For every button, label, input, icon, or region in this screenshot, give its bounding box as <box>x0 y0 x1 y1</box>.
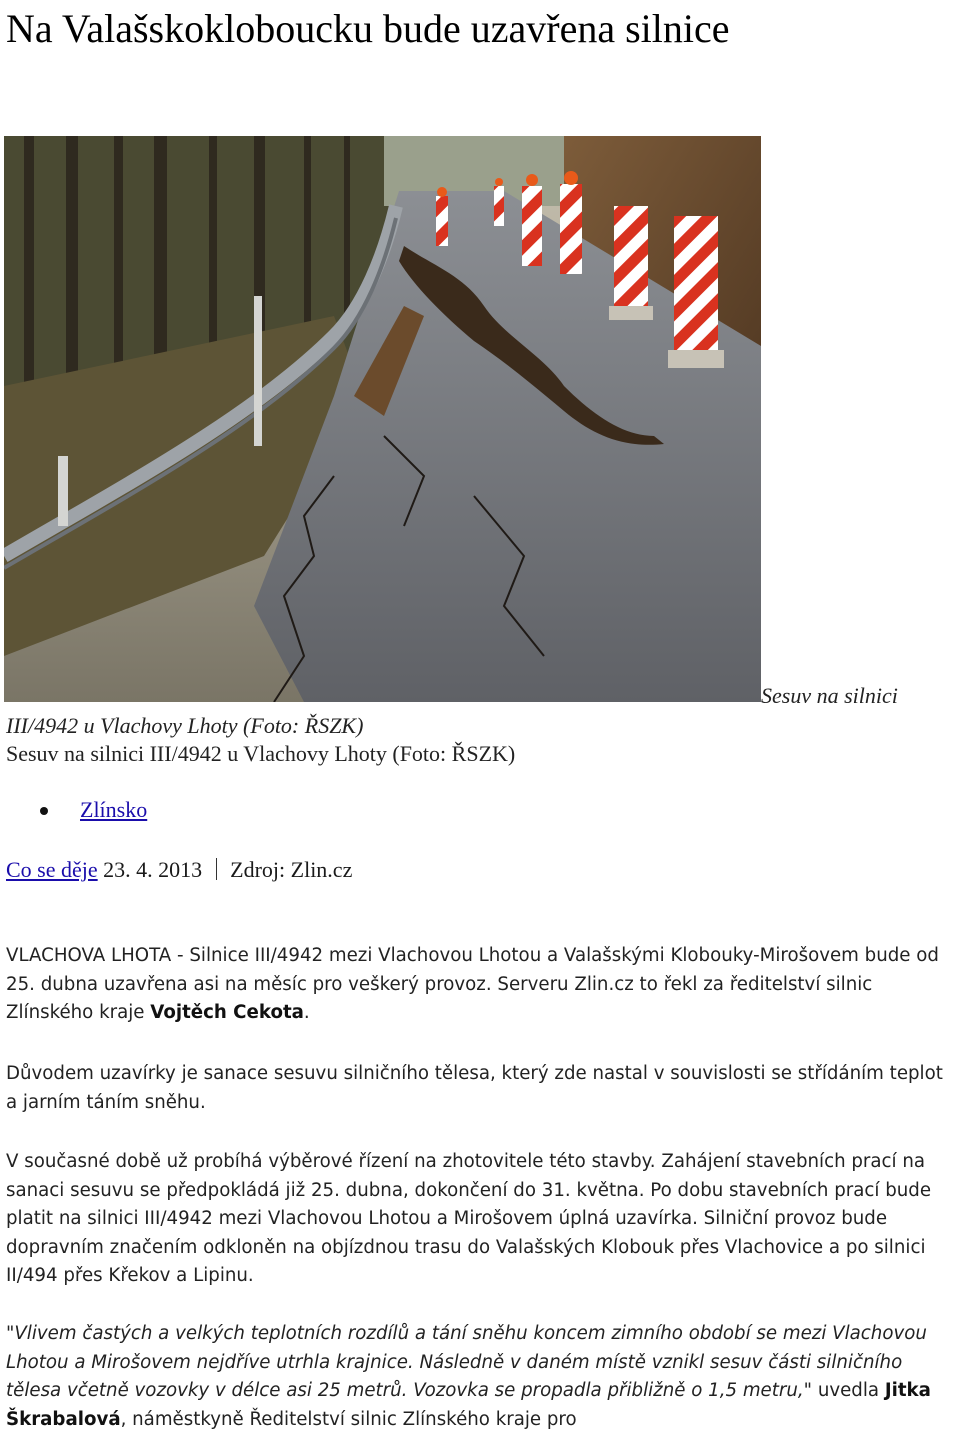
article-date: 23. 4. 2013 <box>103 857 203 882</box>
lead-text: VLACHOVA LHOTA - Silnice III/4942 mezi Vlachovou Lhotou a Valašskými Klobouky-Mirošovem bude od 25. dubna uzavřena asi na měsíc pro veškerý provoz. Serveru Zlin.cz to řekl za ředitelství silnic Zlínského kraje <box>6 945 939 1024</box>
tag-link-zlinsko[interactable]: Zlínsko <box>80 797 148 822</box>
photo-caption-italic-start: Sesuv na silnici <box>761 683 898 708</box>
article-source: Zdroj: Zlin.cz <box>230 857 353 882</box>
tag-item <box>40 796 147 824</box>
article-meta <box>6 856 352 884</box>
article-paragraph: V současné době už probíhá výběrové řízení na zhotovitele této stavby. Zahájení stavebních prací na sanaci sesuvu se předpokládá již 25. dubna, dokončení do 31. května. Po dobu stavebních prací bude platit na silnici III/4942 mezi Vlachovou Lhotou a Mirošovem úplná uzavírka. Silniční provoz bude dopravním značením odkloněn na objízdnou trasu do Valašských Klobouk přes Vlachovice a po silnici II/494 přes Křekov a Lipinu. <box>6 1151 932 1287</box>
bullet-icon <box>40 807 48 815</box>
lead-end: . <box>303 1002 310 1024</box>
article-photo <box>4 136 761 702</box>
article-title: Na Valašskokloboucku bude uzavřena silnice <box>6 6 730 51</box>
photo-caption-italic-end: III/4942 u Vlachovy Lhoty (Foto: ŘSZK) <box>6 713 364 738</box>
category-link[interactable]: Co se děje <box>6 857 98 882</box>
article-quote-paragraph <box>6 1320 954 1434</box>
tag-list <box>40 796 147 824</box>
quote-attribution-rest: , náměstkyně Ředitelství silnic Zlínského kraje pro <box>120 1408 577 1430</box>
quote-attribution-verb: uvedla <box>812 1380 885 1402</box>
meta-separator <box>216 858 217 880</box>
person-name: Vojtěch Cekota <box>150 1002 304 1024</box>
article-paragraph-lead <box>6 942 954 1028</box>
article-paragraph: Důvodem uzavírky je sanace sesuvu silničního tělesa, který zde nastal v souvislosti se střídáním teplot a jarním táním sněhu. <box>6 1063 943 1113</box>
person-name: Jitka Škrabalová <box>6 1380 931 1430</box>
quote-text: "Vlivem častých a velkých teplotních rozdílů a tání sněhu koncem zimního období se mezi Vlachovou Lhotou a Mirošovem nejdříve utrhla krajnice. Následně v daném místě vznikl sesuv části silničního tělesa včetně vozovky v délce asi 25 metrů. Vozovka se propadla přibližně o 1,5 metru," <box>6 1323 927 1402</box>
photo-caption: Sesuv na silnici III/4942 u Vlachovy Lhoty (Foto: ŘSZK) <box>6 741 516 766</box>
